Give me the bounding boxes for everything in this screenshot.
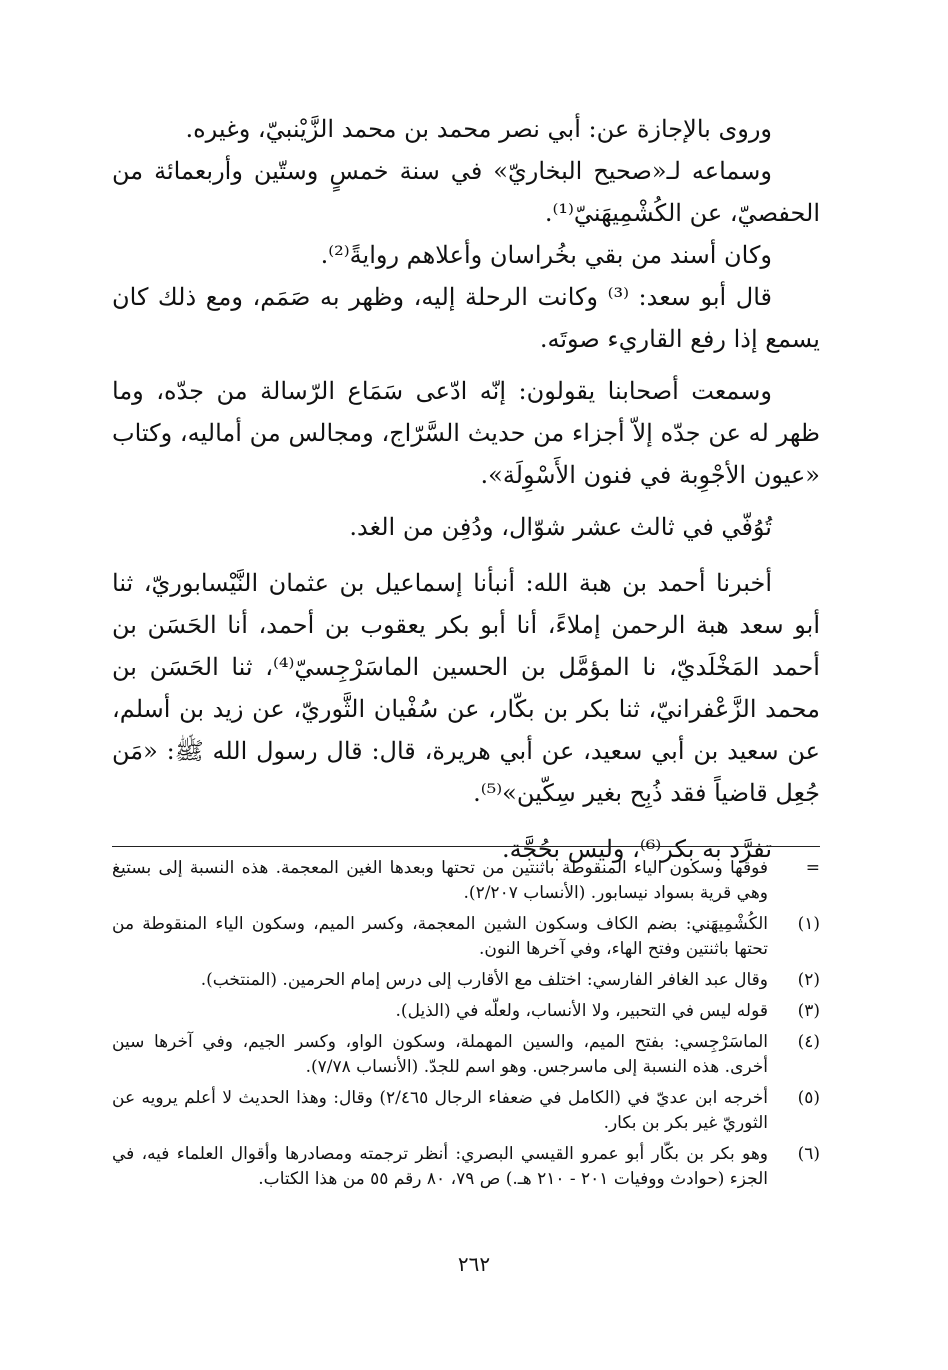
footnote-number: (٦) [797, 1144, 820, 1164]
footnote-text: الماسَرْجِسي: بفتح الميم، والسين المهملة، وسكون الواو، وكسر الجيم، وفي آخرها سين أخرى. هذه النسبة إلى ماسرجس. وهو اسم للجدّ. (الأنساب ٧/٧٨). [112, 1032, 768, 1077]
footnote-number: (٢) [797, 970, 820, 990]
page-number: ٢٦٢ [457, 1252, 491, 1276]
footnote-2 [112, 968, 820, 993]
footnotes [112, 856, 820, 1198]
paragraph-tafarrud: تفرَّد به بكر⁽⁶⁾، وليس بحُجَّة. [501, 835, 772, 863]
footnote-text: وقال عبد الغافر الفارسي: اختلف مع الأقارب إلى درس إمام الحرمين. (المنتخب). [200, 970, 768, 990]
footnote-6 [112, 1142, 820, 1192]
footnote-number: (٥) [797, 1088, 820, 1108]
footnote-4 [112, 1030, 820, 1080]
footnote-text: الكُشْمِيهَني: بضم الكاف وسكون الشين المعجمة، وكسر الميم، وسكون الياء المنقوطة من تحتها باثنتين وفتح الهاء، وفي آخرها النون. [112, 914, 768, 959]
footnote-text: وهو بكر بن بكّار أبو عمرو القيسي البصري: أنظر ترجمته ومصادرها وأقوال العلماء فيه، في الجزء (حوادث ووفيات ٢٠١ - ٢١٠ هـ.) ص ٧٩، ٨٠ رقم ٥٥ من هذا الكتاب. [112, 1144, 768, 1189]
footnote-text: فوقها وسكون الياء المنقوطة باثنتين من تحتها وبعدها الغين المعجمة. هذه النسبة إلى بستيغ وهي قرية بسواد نيسابور. (الأنساب ٢/٢٠٧). [112, 858, 768, 903]
footnote-number: (٤) [797, 1032, 820, 1052]
paragraph-death: تُوُفّي في ثالث عشر شوّال، ودُفِن من الغد. [349, 513, 772, 541]
footnote-continuation [112, 856, 820, 906]
footnote-marker: = [805, 858, 820, 878]
paragraph-ijaza: وروى بالإجازة عن: أبي نصر محمد بن محمد الزَّيْنبيّ، وغيره. [185, 115, 772, 143]
footnote-number: (٣) [797, 1001, 820, 1021]
footnote-separator [112, 846, 820, 847]
paragraph-sahih-bukhari: وسماعه لـ«صحيح البخاريّ» في سنة خمسٍ وستّين وأربعمائة من الحفصيّ، عن الكُشْمِيهَنيّ⁽¹⁾. [112, 157, 820, 227]
footnote-1 [112, 912, 820, 962]
paragraph-abu-sad: قال أبو سعد: ⁽³⁾ وكانت الرحلة إليه، وظهر به صَمَم، ومع ذلك كان يسمع إذا رفع القاريء صوتَه. [112, 283, 820, 353]
main-text [112, 108, 820, 870]
footnote-3 [112, 999, 820, 1024]
footnote-text: أخرجه ابن عديّ في (الكامل في ضعفاء الرجال ٢/٤٦٥) وقال: وهذا الحديث لا أعلم يرويه عن الثوريّ غير بكر بن بكار. [112, 1088, 768, 1133]
paragraph-risala: وسمعت أصحابنا يقولون: إنّه ادّعى سَمَاع الرّسالة من جدّه، وما ظهر له عن جدّه إلاّ أجزاء من حديث السَّرّاج، ومجالس من أماليه، وكتاب «عيون الأجْوِبة في فنون الأَسْوِلَة». [112, 377, 820, 489]
footnote-text: قوله ليس في التحبير، ولا الأنساب، ولعلّه في (الذيل). [395, 1001, 768, 1021]
paragraph-hadith-isnad: أخبرنا أحمد بن هبة الله: أنبأنا إسماعيل بن عثمان النَّيْسابوريّ، ثنا أبو سعد هبة الرحمن إملاءً، أنا أبو بكر يعقوب بن أحمد، أنا الحَسَن بن أحمد المَخْلَديّ، نا المؤمَّل بن الحسين الماسَرْجِسيّ⁽⁴⁾، ثنا الحَسَن بن محمد الزَّعْفرانيّ، ثنا بكر بن بكّار، عن سُفْيان الثَّوريّ، عن زيد بن أسلم، عن سعيد بن أبي سعيد، عن أبي هريرة، قال: قال رسول الله ﷺ: «مَن جُعِل قاضياً فقد ذُبِح بغير سِكّين»⁽⁵⁾. [112, 569, 820, 807]
footnote-5 [112, 1086, 820, 1136]
footnote-number: (١) [797, 914, 820, 934]
paragraph-asnad: وكان أسند من بقي بخُراسان وأعلاهم روايةً⁽²⁾. [320, 241, 772, 269]
